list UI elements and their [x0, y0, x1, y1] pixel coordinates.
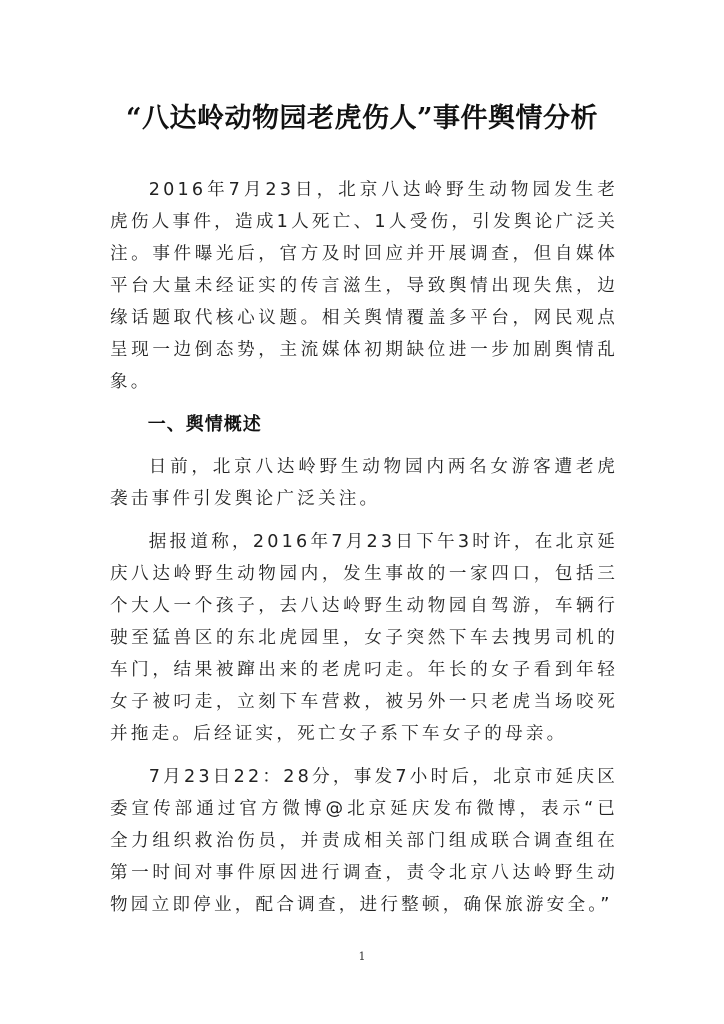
body-paragraph: 7月23日22：28分，事发7小时后，北京市延庆区委宣传部通过官方微博@北京延庆发布微博，表示“已全力组织救治伤员，并责成相关部门组成联合调查组在第一时间对事件原因进行调查，责令北京八达岭野生动物园立即停业，配合调查，进行整顿，确保旅游安全。”	[110, 767, 618, 915]
intro-paragraph: 2016年7月23日，北京八达岭野生动物园发生老虎伤人事件，造成1人死亡、1人受伤，引发舆论广泛关注。事件曝光后，官方及时回应并开展调查，但自媒体平台大量未经证实的传言滋生，导致舆情出现失焦，边缘话题取代核心议题。相关舆情覆盖多平台，网民观点呈现一边倒态势，主流媒体初期缺位进一步加剧舆情乱象。	[110, 180, 618, 392]
body-paragraph: 日前，北京八达岭野生动物园内两名女游客遭老虎袭击事件引发舆论广泛关注。	[110, 457, 618, 509]
body-paragraph: 据报道称，2016年7月23日下午3时许，在北京延庆八达岭野生动物园内，发生事故的一家四口，包括三个大人一个孩子，去八达岭野生动物园自驾游，车辆行驶至猛兽区的东北虎园里，女子突然下车去拽男司机的车门，结果被蹿出来的老虎叼走。年长的女子看到年轻女子被叼走，立刻下车营救，被另外一只老虎当场咬死并拖走。后经证实，死亡女子系下车女子的母亲。	[110, 532, 618, 744]
page-number: 1	[358, 950, 366, 963]
document-title: “八达岭动物园老虎伤人”事件舆情分析	[125, 103, 599, 134]
document-body	[110, 174, 618, 932]
section-heading-overview: 一、舆情概述	[147, 414, 262, 435]
